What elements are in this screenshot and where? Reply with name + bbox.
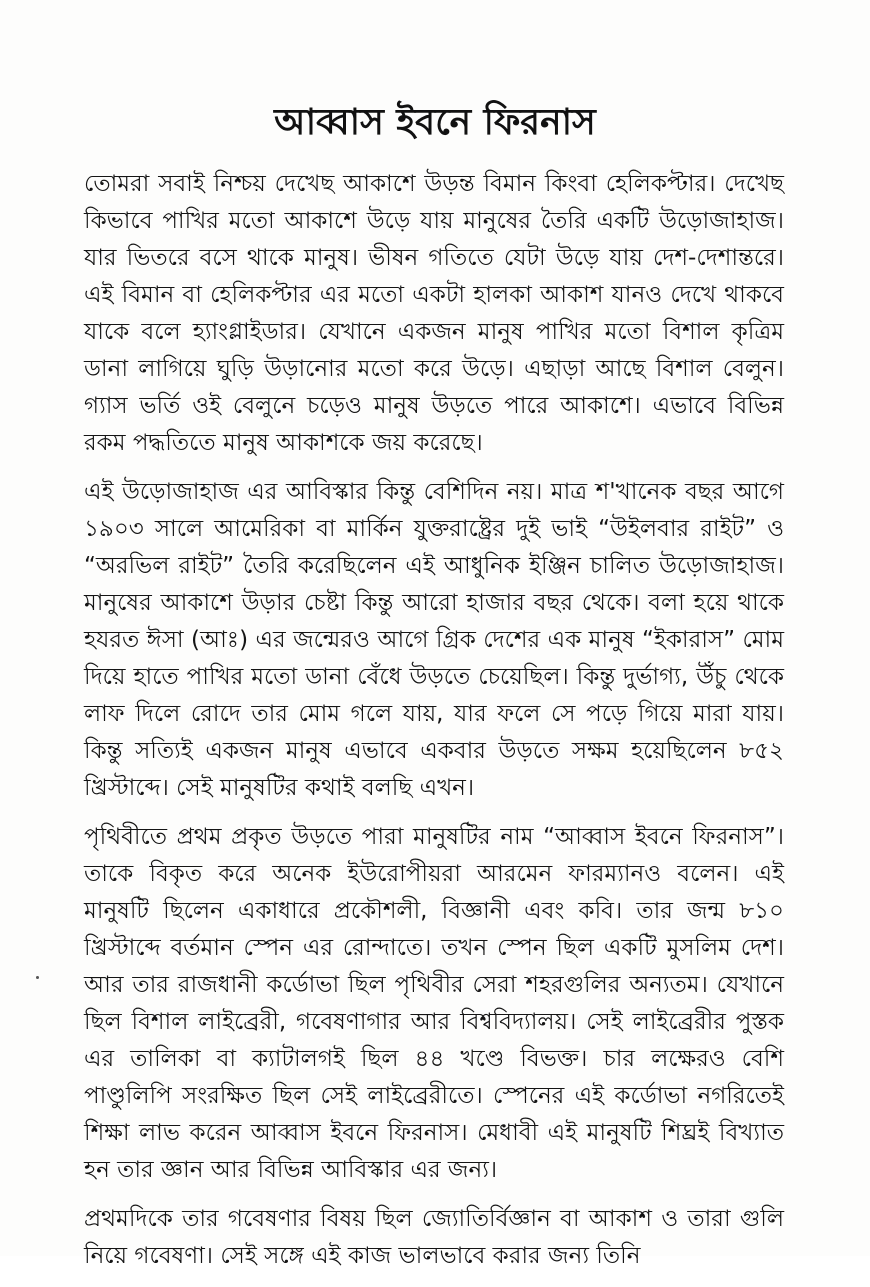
- article-body: [84, 166, 784, 1287]
- paper-speck: [36, 976, 39, 979]
- paragraph-4: প্রথমদিকে তার গবেষণার বিষয় ছিল জ্যোতির্বিজ্ঞান বা আকাশ ও তারা গুলি নিয়ে গবেষণা। সেই সঙ্গে এই কাজ ভালভাবে করার জন্য তিনি: [84, 1206, 784, 1269]
- paragraph-2: এই উড়োজাহাজ এর আবিস্কার কিন্তু বেশিদিন নয়। মাত্র শ'খানেক বছর আগে ১৯০৩ সালে আমেরিকা বা মার্কিন যুক্তরাষ্ট্রের দুই ভাই “উইলবার রাইট” ও “অরভিল রাইট” তৈরি করেছিলেন এই আধুনিক ইঞ্জিন চালিত উড়োজাহাজ। মানুষের আকাশে উড়ার চেষ্টা কিন্তু আরো হাজার বছর থেকে। বলা হয়ে থাকে হযরত ঈসা (আঃ) এর জন্মেরও আগে গ্রিক দেশের এক মানুষ “ইকারাস” মোম দিয়ে হাতে পাখির মতো ডানা বেঁধে উড়তে চেয়েছিল। কিন্তু দুর্ভাগ্য, উঁচু থেকে লাফ দিলে রোদে তার মোম গলে যায়, যার ফলে সে পড়ে গিয়ে মারা যায়। কিন্তু সত্যিই একজন মানুষ এভাবে একবার উড়তে সক্ষম হয়েছিলেন ৮৫২ খ্রিস্টাব্দে। সেই মানুষটির কথাই বলছি এখন।: [84, 479, 784, 801]
- paragraph-1: তোমরা সবাই নিশ্চয় দেখেছ আকাশে উড়ন্ত বিমান কিংবা হেলিকপ্টার। দেখেছ কিভাবে পাখির মতো আকাশে উড়ে যায় মানুষের তৈরি একটি উড়োজাহাজ। যার ভিতরে বসে থাকে মানুষ। ভীষন গতিতে যেটা উড়ে যায় দেশ-দেশান্তরে। এই বিমান বা হেলিকপ্টার এর মতো একটা হালকা আকাশ যানও দেখে থাকবে যাকে বলে হ্যাংগ্লাইডার। যেখানে একজন মানুষ পাখির মতো বিশাল কৃত্রিম ডানা লাগিয়ে ঘুড়ি উড়ানোর মতো করে উড়ে। এছাড়া আছে বিশাল বেলুন। গ্যাস ভর্তি ওই বেলুনে চড়েও মানুষ উড়তে পারে আকাশে। এভাবে বিভিন্ন রকম পদ্ধতিতে মানুষ আকাশকে জয় করেছে।: [84, 171, 784, 456]
- paragraph-3: পৃথিবীতে প্রথম প্রকৃত উড়তে পারা মানুষটির নাম “আব্বাস ইবনে ফিরনাস”। তাকে বিকৃত করে অনেক ইউরোপীয়রা আরমেন ফারম্যানও বলেন। এই মানুষটি ছিলেন একাধারে প্রকৌশলী, বিজ্ঞানী এবং কবি। তার জন্ম ৮১০ খ্রিস্টাব্দে বর্তমান স্পেন এর রোন্দাতে। তখন স্পেন ছিল একটি মুসলিম দেশ। আর তার রাজধানী কর্ডোভা ছিল পৃথিবীর সেরা শহরগুলির অন্যতম। যেখানে ছিল বিশাল লাইব্রেরী, গবেষণাগার আর বিশ্ববিদ্যালয়। সেই লাইব্রেরীর পুস্তক এর তালিকা বা ক্যাটালগই ছিল ৪৪ খণ্ডে বিভক্ত। চার লক্ষেরও বেশি পাণ্ডুলিপি সংরক্ষিত ছিল সেই লাইব্রেরীতে। স্পেনের এই কর্ডোভা নগরিতেই শিক্ষা লাভ করেন আব্বাস ইবনে ফিরনাস। মেধাবী এই মানুষটি শিঘ্রই বিখ্যাত হন তার জ্ঞান আর বিভিন্ন আবিস্কার এর জন্য।: [84, 824, 784, 1183]
- page-title: আব্বাস ইবনে ফিরনাস: [274, 102, 596, 143]
